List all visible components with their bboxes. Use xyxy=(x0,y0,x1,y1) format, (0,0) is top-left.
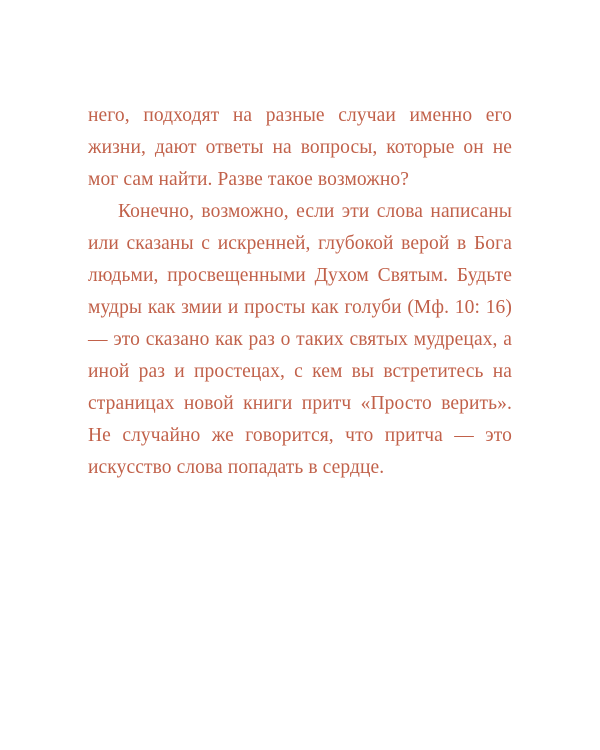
paragraph-main: Конечно, возможно, если эти слова написаны или сказаны с искренней, глубокой верой в Бога людьми, просвещенными Духом Святым. Будьте мудры как змии и просты как голуби (Мф. 10: 16) — это сказано как раз о таких святых мудрецах, а иной раз и простецах, с кем вы встретитесь на страницах новой книги притч «Просто верить». Не случайно же говорится, что притча — это искусство слова попадать в сердце. xyxy=(88,201,512,478)
page-text-block xyxy=(88,100,512,484)
paragraph-continued: него, подходят на разные случаи именно его жизни, дают ответы на вопросы, которые он не мог сам найти. Разве такое возможно? xyxy=(88,105,512,190)
